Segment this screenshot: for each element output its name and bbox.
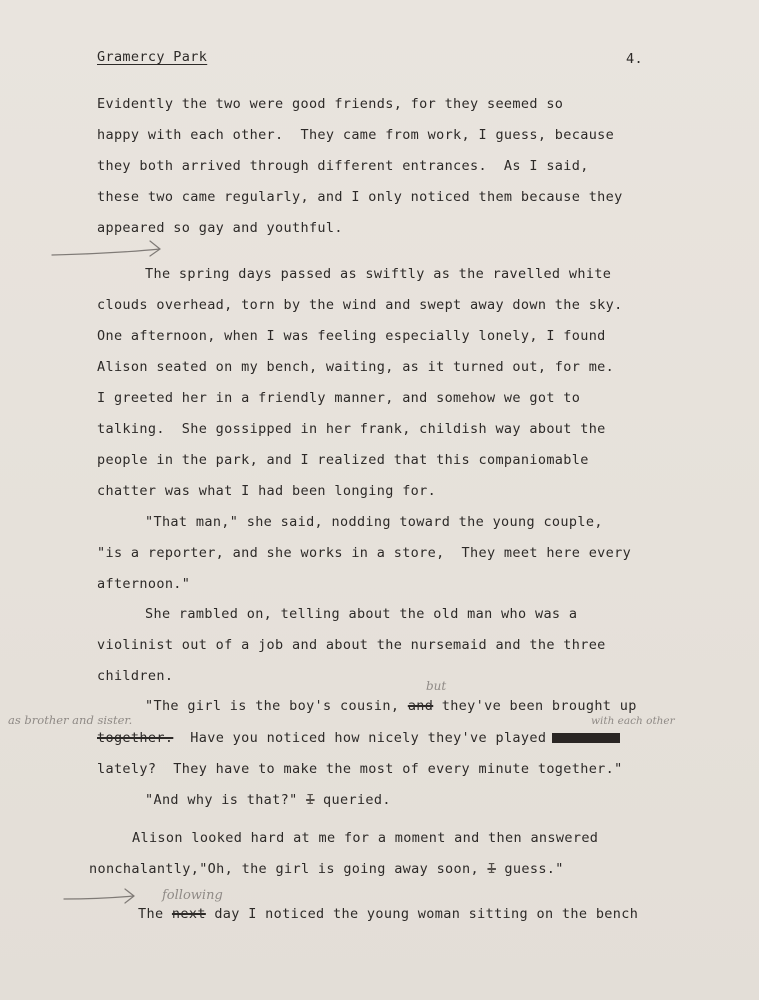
text-segment: "The girl is the boy's cousin, — [145, 698, 408, 714]
text-line-7: clouds overhead, torn by the wind and swept away down the sky. — [97, 297, 623, 313]
text-line-22: lately? They have to make the most of every minute together." — [97, 761, 623, 777]
page-number: 4. — [626, 51, 643, 67]
text-line-8: One afternoon, when I was feeling especially lonely, I found — [97, 328, 606, 344]
text-segment: "And why is that?" — [145, 792, 307, 808]
text-line-20 — [145, 698, 637, 714]
text-line-19: children. — [97, 668, 174, 684]
text-segment: Have you noticed how nicely they've played — [173, 730, 547, 746]
text-line-21 — [97, 730, 620, 746]
text-line-23 — [145, 792, 391, 808]
text-line-4: these two came regularly, and I only noticed them because they — [97, 189, 623, 205]
page-header-title: Gramercy Park — [97, 49, 208, 65]
text-segment: The — [138, 906, 172, 922]
struck-word: next — [171, 906, 206, 922]
text-line-14: "That man," she said, nodding toward the young couple, — [145, 514, 603, 530]
text-segment: guess." — [495, 861, 564, 877]
text-line-3: they both arrived through different entrances. As I said, — [97, 158, 589, 174]
text-segment: day I noticed the young woman sitting on the bench — [205, 906, 639, 922]
text-line-17: She rambled on, telling about the old man who was a — [145, 606, 578, 622]
text-line-6: The spring days passed as swiftly as the ravelled white — [145, 266, 612, 282]
handwritten-insertion-brother-sister: as brother and sister. — [8, 713, 133, 727]
text-segment: they've been brought up — [433, 698, 637, 714]
text-line-12: people in the park, and I realized that this companiomable — [97, 452, 589, 468]
struck-letter: I — [306, 792, 315, 808]
text-line-16: afternoon." — [97, 576, 191, 592]
text-line-24: Alison looked hard at me for a moment and then answered — [132, 830, 599, 846]
text-line-13: chatter was what I had been longing for. — [97, 483, 437, 499]
text-line-25 — [89, 861, 564, 877]
text-line-2: happy with each other. They came from work, I guess, because — [97, 127, 615, 143]
text-line-11: talking. She gossipped in her frank, childish way about the — [97, 421, 606, 437]
text-line-10: I greeted her in a friendly manner, and somehow we got to — [97, 390, 581, 406]
text-line-5: appeared so gay and youthful. — [97, 220, 343, 236]
handwritten-insertion-following: following — [162, 888, 223, 903]
struck-word: together. — [97, 730, 174, 746]
text-line-15: "is a reporter, and she works in a store, They meet here every — [97, 545, 632, 561]
struck-letter: I — [487, 861, 496, 877]
handwritten-insertion-but: but — [426, 679, 447, 693]
margin-arrow-icon — [62, 884, 142, 908]
text-line-1: Evidently the two were good friends, for they seemed so — [97, 96, 564, 112]
inked-out-word — [552, 733, 620, 743]
struck-word: and — [407, 698, 434, 714]
text-line-18: violinist out of a job and about the nursemaid and the three — [97, 637, 606, 653]
margin-arrow-icon — [50, 238, 165, 262]
handwritten-insertion-each-other: with each other — [591, 715, 675, 727]
text-line-26 — [138, 906, 638, 922]
text-segment: queried. — [314, 792, 391, 808]
text-segment: nonchalantly,"Oh, the girl is going away soon, — [89, 861, 488, 877]
text-line-9: Alison seated on my bench, waiting, as it turned out, for me. — [97, 359, 615, 375]
